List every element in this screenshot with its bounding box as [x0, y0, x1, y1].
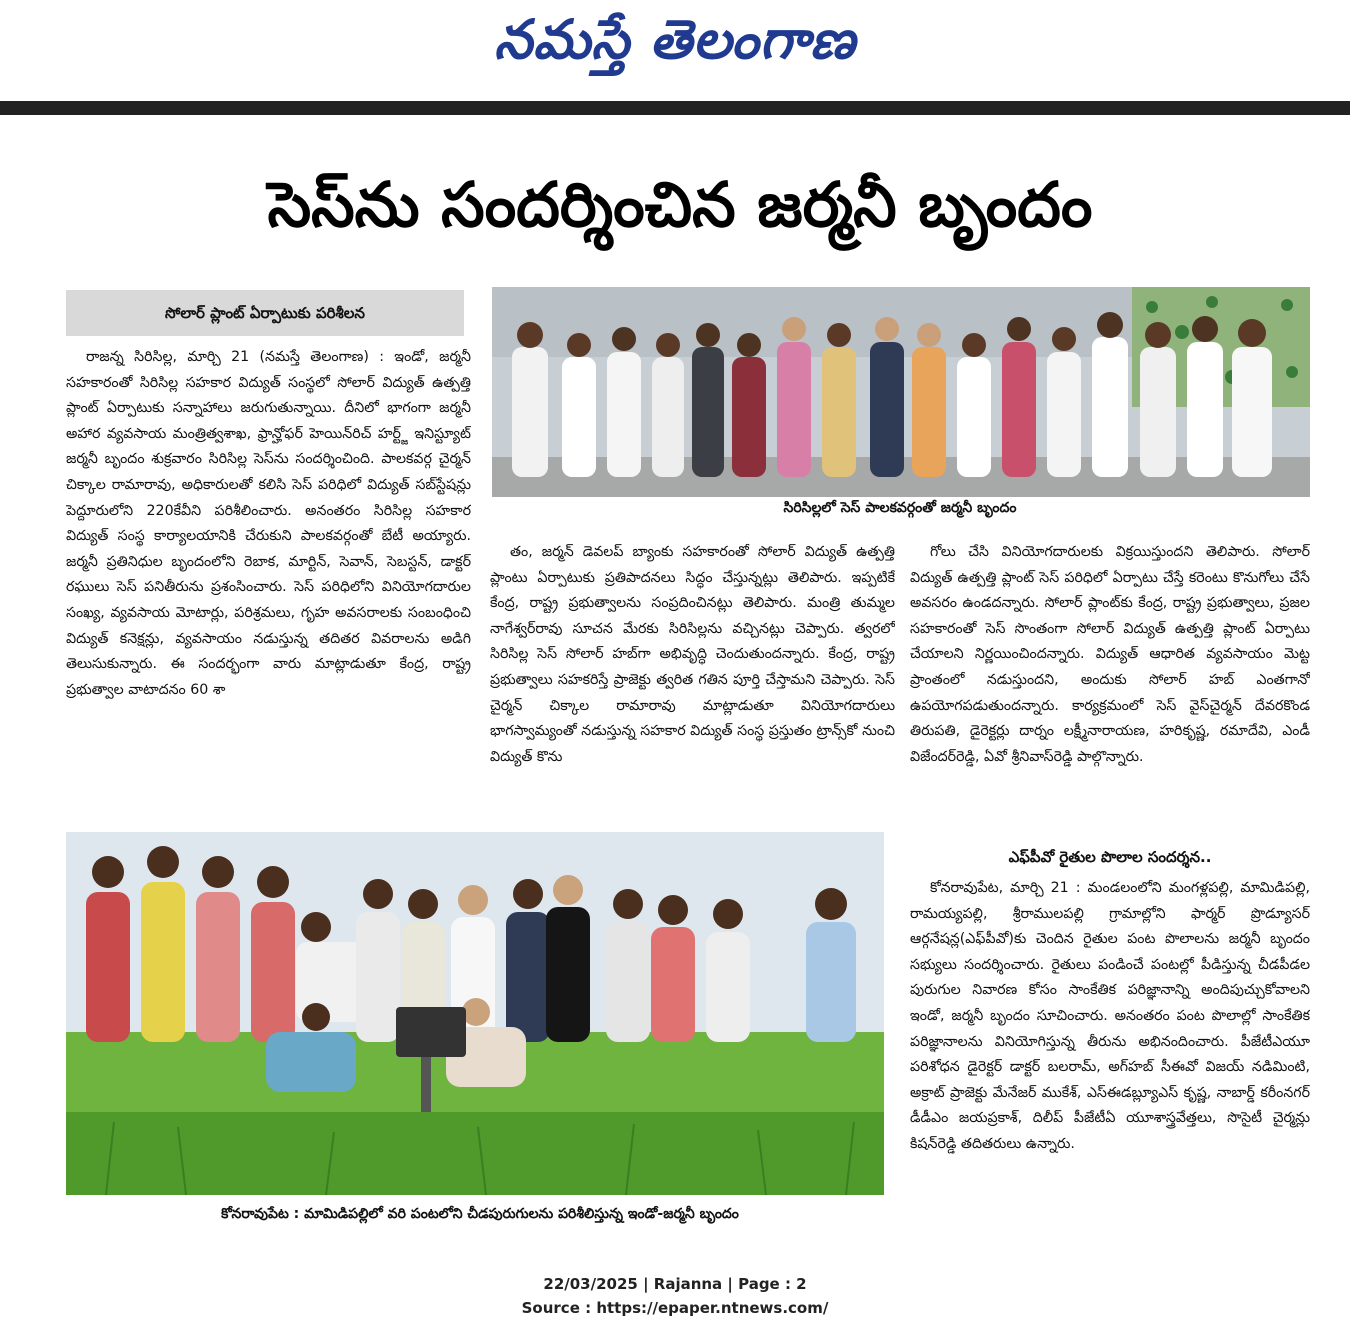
- edition-info: 22/03/2025 | Rajanna | Page : 2: [543, 1275, 807, 1293]
- group-photo-image: [492, 287, 1310, 497]
- article-text: గోలు చేసి వినియోగదారులకు విక్రయిస్తుందని తెలిపారు. సోలార్‌ విద్యుత్‌ ఉత్పత్తి ప్లాంట్‌ సెస్‌ పరిధిలో ఏర్పాటు చేస్తే కరెంటు కొనుగోలు చేసే అవసరం ఉండదన్నారు. సోలార్‌ ప్లాంట్‌కు కేంద్ర, రాష్ట్ర ప్రభుత్వాలు, ప్రజల సహకారంతో సెస్‌ సొంతంగా సోలార్‌ విద్యుత్‌ ఉత్పత్తి ప్లాంట్‌ ఏర్పాటు చేయాలని నిర్ణయించిందన్నారు. విద్యుత్‌ ఆధారిత వ్యవసాయం మెట్ట ప్రాంతంలో నడుస్తుందని, అందుకు సోలార్‌ హబ్‌ ఎంతగానో ఉపయోగపడుతుందన్నారు. కార్యక్రమంలో సెస్‌ వైస్‌చైర్మన్‌ దేవరకొండ తిరుపతి, డైరెక్టర్లు దార్నం లక్ష్మీనారాయణ, హరికృష్ణ, రమాదేవి, ఎండీ విజేందర్‌రెడ్డి, ఏవో శ్రీనివాస్‌రెడ్డి పాల్గొన్నారు.: [910, 544, 1310, 765]
- article-column-3b: [910, 876, 1310, 1231]
- article-text: తం, జర్మన్‌ డెవలప్‌ బ్యాంకు సహకారంతో సోలార్‌ విద్యుత్‌ ఉత్పత్తి ప్లాంటు ఏర్పాటుకు ప్రతిపాదనలు సిద్ధం చేస్తున్నట్లు తెలిపారు. ఇప్పటికే కేంద్ర, రాష్ట్ర ప్రభుత్వాలను సంప్రదించినట్లు తెలిపారు. మంత్రి తుమ్మల నాగేశ్వర్‌రావు సూచన మేరకు సిరిసిల్లను వచ్చినట్లు చెప్పారు. త్వరలో సిరిసిల్ల సెస్‌ సోలార్‌ హబ్‌గా అభివృద్ధి చెందుతుందన్నారు. కేంద్ర, రాష్ట్ర ప్రభుత్వాలు సహకరిస్తే ప్రాజెక్టు త్వరిత గతిన పూర్తి చేస్తామని చెప్పారు. సెస్‌ చైర్మన్‌ చిక్కాల రామారావు మాట్లాడుతూ వినియోగదారులు భాగస్వామ్యంతో నడుస్తున్న సహకార విద్యుత్‌ సంస్థ ప్రస్తుతం ట్రాన్స్‌కో నుంచి విద్యుత్‌ కొను: [490, 544, 895, 765]
- source-link[interactable]: Source : https://epaper.ntnews.com/: [521, 1299, 829, 1317]
- field-photo-caption: కోనరావుపేట : మామిడిపల్లిలో వరి పంటలోని చీడపురుగులను పరిశీలిస్తున్న ఇండో-జర్మనీ బృందం: [221, 1206, 739, 1222]
- group-photo: [492, 287, 1310, 497]
- masthead: [0, 0, 1350, 100]
- group-photo-caption: సిరిసిల్లలో సెస్‌ పాలకవర్గంతో జర్మనీ బృందం: [783, 500, 1017, 516]
- newspaper-logo: నమస్తే తెలంగాణ: [494, 8, 856, 71]
- article-text: రాజన్న సిరిసిల్ల, మార్చి 21 (నమస్తే తెలంగాణ) : ఇండో, జర్మనీ సహకారంతో సిరిసిల్ల సహకార విద్యుత్‌ సంస్థలో సోలార్‌ విద్యుత్‌ ఉత్పత్తి ప్లాంట్‌ ఏర్పాటుకు సన్నాహాలు జరుగుతున్నాయి. దీనిలో భాగంగా జర్మనీ అహార వ్యవసాయ మంత్రిత్వశాఖ, ఫ్రాన్హోఫర్‌ హెయిన్‌రిచ్‌ హర్ట్జ్‌ ఇనిస్ట్యూట్‌ జర్మనీ బృందం శుక్రవారం సిరిసిల్ల సెస్‌ను సందర్శించింది. పాలకవర్గ చైర్మన్‌ చిక్కాల రామారావు, అధికారులతో కలిసి సెస్‌ పరిధిలో విద్యుత్‌ సబ్‌స్టేషన్లు పెద్దూరులోని 220కేవీని పరిశీలించారు. అనంతరం సిరిసిల్ల సహకార విద్యుత్‌ సంస్థ కార్యాలయానికి చేరుకుని పాలకవర్గంతో బేటీ అయ్యారు. జర్మనీ ప్రతినిధుల బృందంలోని రెబాక, మార్టిన్‌, సెవాన్‌, సెబస్టన్‌, డాక్టర్‌ రఘులు సెస్‌ పనితీరును ప్రశంసించారు. సెస్‌ పరిధిలోని వినియోగదారుల సంఖ్య, వ్యవసాయ మోటార్లు, పరిశ్రమలు, గృహ అవసరాలకు సంబంధించి విద్యుత్‌ కనెక్షన్లు, వ్యవసాయం నడుస్తున్న తదితర వివరాలను అడిగి తెలుసుకున్నారు. ఈ సందర్భంగా వారు మాట్లాడుతూ కేంద్ర, రాష్ట్ర ప్రభుత్వాల వాటాదనం 60 శా: [66, 349, 471, 698]
- headline: సెస్‌ను సందర్శించిన జర్మనీ బృందం: [267, 168, 1093, 241]
- masthead-rule: [0, 101, 1350, 115]
- article-column-2: [490, 540, 895, 825]
- section-subhead: ఎఫ్‌పీవో రైతుల పొలాల సందర్శన..: [1008, 848, 1212, 866]
- field-photo: [66, 832, 884, 1195]
- article-column-1: [66, 345, 471, 815]
- subheadline: సోలార్‌ ప్లాంట్‌ ఏర్పాటుకు పరిశీలన: [66, 290, 464, 336]
- page-footer: [0, 1272, 1350, 1320]
- field-photo-image: [66, 832, 884, 1195]
- article-column-3: [910, 540, 1310, 840]
- article-text: కోనరావుపేట, మార్చి 21 : మండలంలోని మంగళ్లపల్లి, మామిడిపల్లి, రామయ్యపల్లి, శ్రీరాములపల్లి గ్రామాల్లోని ఫార్మర్‌ ప్రొడ్యూసర్‌ ఆర్గనేషన్ల(ఎఫ్‌పీవో)కు చెందిన రైతుల పంట పొలాలను జర్మనీ బృందం సభ్యులు సందర్శించారు. రైతులు పండించే పంటల్లో పీడిస్తున్న చీడపీడల పురుగుల నివారణ కోసం సాంకేతిక పరిజ్ఞానాన్ని అందిపుచ్చుకోవాలని ఇండో, జర్మనీ బృందం సూచించారు. అనంతరం పంట పొలాల్లో సాంకేతిక పరిజ్ఞానాలను వినియోగిస్తున్న తీరును అభినందించారు. పీజేటీఎయూ పరిశోధన డైరెక్టర్‌ డాక్టర్‌ బలరామ్‌, అగ్‌హబ్‌ సీఈవో విజయ్‌ నడిమింటి, అక్రాట్‌ ప్రాజెక్టు మేనేజర్‌ ముకేశ్‌, ఎస్‌ఈడబ్ల్యూఎస్‌ కృష్ణ, నాబార్డ్‌ కరీంనగర్‌ డీడీఎం జయప్రకాశ్‌, దిలీప్‌ పీజేటీఏ యూశాస్త్రవేత్తలు, సొసైటీ చైర్మన్లు కిషన్‌రెడ్డి తదితరులు ఉన్నారు.: [910, 880, 1310, 1152]
